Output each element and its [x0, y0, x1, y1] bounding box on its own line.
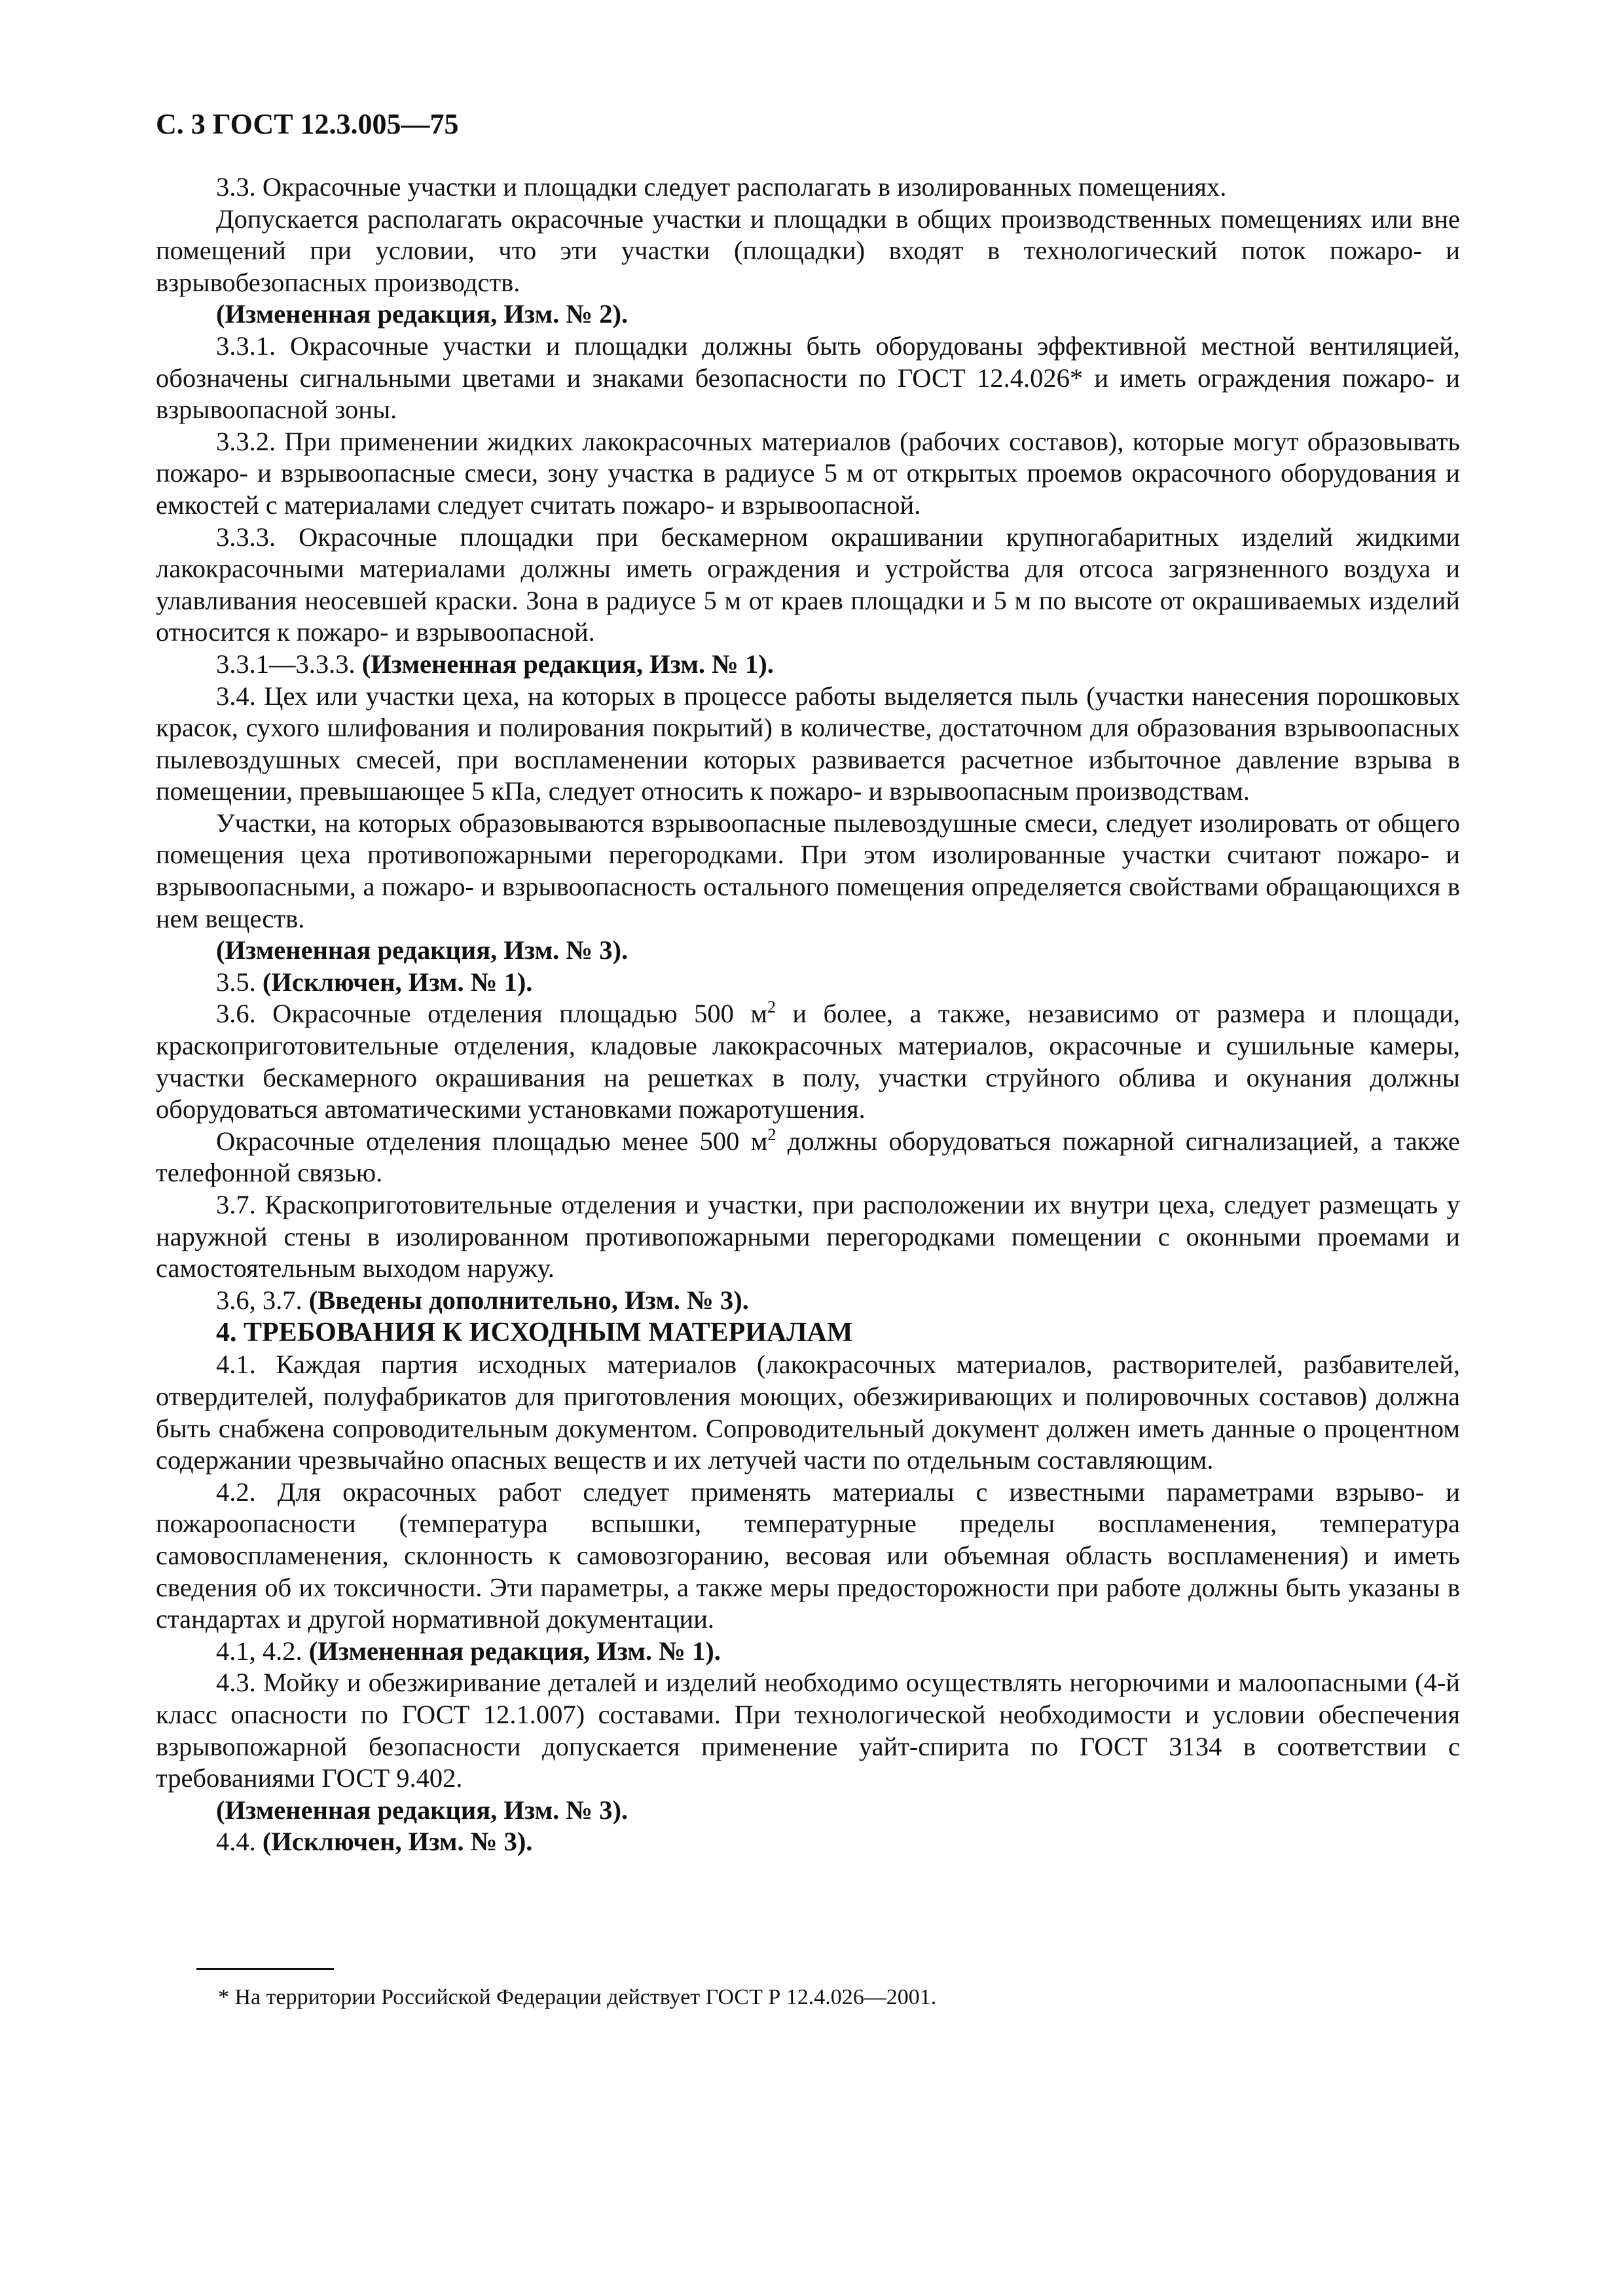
paragraph-3-5: [156, 967, 1460, 999]
amendment-text: (Измененная редакция, Изм. № 3).: [216, 935, 629, 965]
superscript: 2: [767, 1124, 776, 1144]
amendment-prefix: 3.3.1—3.3.3.: [216, 649, 356, 679]
amendment-prefix: 4.1, 4.2.: [216, 1636, 302, 1666]
paragraph-3-3-continued: Допускается располагать окрасочные участки и площадки в общих производственных помещениях или вне помещений при условии, что эти участки (площадки) входят в технологический поток пожаро- и взрывобезопасных производств.: [156, 204, 1460, 297]
superscript: 2: [767, 997, 776, 1017]
amendment-text: (Измененная редакция, Изм. № 3).: [216, 1795, 629, 1825]
amendment-text: (Измененная редакция, Изм. № 2).: [216, 299, 629, 329]
paragraph-3-3: 3.3. Окрасочные участки и площадки следует располагать в изолированных помещениях.: [216, 172, 1227, 202]
paragraph-4-4: [156, 1826, 1460, 1858]
footnote: * На территории Российской Федерации действует ГОСТ Р 12.4.026—2001.: [218, 1985, 937, 2009]
paragraph-3-3-1: 3.3.1. Окрасочные участки и площадки должны быть оборудованы эффективной местной вентиляцией, обозначены сигнальными цветами и знаками безопасности по ГОСТ 12.4.026* и иметь ограждения пожаро- и взрывоопасной зоны.: [156, 331, 1460, 425]
footnote-divider: [196, 1968, 334, 1970]
amendment-note: [156, 298, 1460, 331]
amendment-note: [156, 1795, 1460, 1827]
amendment-text: (Исключен, Изм. № 1).: [262, 967, 533, 997]
paragraph-3-7: 3.7. Краскоприготовительные отделения и участки, при расположении их внутри цеха, следует размещать у наружной стены в изолированном противопожарными перегородками помещении с оконными проемами и самостоятельным выходом наружу.: [156, 1190, 1460, 1283]
amendment-note: [156, 935, 1460, 967]
paragraph-number: 4.4.: [216, 1827, 256, 1857]
amendment-note: [156, 649, 1460, 681]
section-4-title: 4. ТРЕБОВАНИЯ К ИСХОДНЫМ МАТЕРИАЛАМ: [216, 1318, 853, 1348]
document-body: [156, 171, 1460, 1858]
paragraph-4-3: 4.3. Мойку и обезжиривание деталей и изделий необходимо осуществлять негорючими и малоопасными (4-й класс опасности по ГОСТ 12.1.007) составами. При технологической необходимости и условии обеспечения взрывопожарной безопасности допускается применение уайт-спирита по ГОСТ 3134 в соответствии с требованиями ГОСТ 9.402.: [156, 1668, 1460, 1793]
amendment-note: [156, 1285, 1460, 1317]
paragraph-3-6: [156, 998, 1460, 1125]
page-header: С. 3 ГОСТ 12.3.005—75: [156, 108, 459, 140]
paragraph-3-4-continued: Участки, на которых образовываются взрывоопасные пылевоздушные смеси, следует изолировать от общего помещения цеха противопожарными перегородками. При этом изолированные участки считают пожаро- и взрывоопасными, а пожаро- и взрывоопасность остального помещения определяется свойствами обращающихся в нем веществ.: [156, 808, 1460, 933]
paragraph-4-1: 4.1. Каждая партия исходных материалов (лакокрасочных материалов, растворителей, разбавителей, отвердителей, полуфабрикатов для приготовления моющих, обезжиривающих и полировочных составов) должна быть снабжена сопроводительным документом. Сопроводительный документ должен иметь данные о процентном содержании чрезвычайно опасных веществ и их летучей части по отдельным составляющим.: [156, 1350, 1460, 1475]
paragraph-3-4: 3.4. Цех или участки цеха, на которых в процессе работы выделяется пыль (участки нанесения порошковых красок, сухого шлифования и полирования покрытий) в количестве, достаточном для образования взрывоопасных пылевоздушных смесей, при воспламенении которых развивается расчетное избыточное давление взрыва в помещении, превышающее 5 кПа, следует относить к пожаро- и взрывоопасным производствам.: [156, 681, 1460, 806]
amendment-text: (Введены дополнительно, Изм. № 3).: [308, 1285, 749, 1315]
paragraph-3-3-2: 3.3.2. При применении жидких лакокрасочных материалов (рабочих составов), которые могут образовывать пожаро- и взрывоопасные смеси, зону участка в радиусе 5 м от открытых проемов окрасочного оборудования и емкостей с материалами следует считать пожаро- и взрывоопасной.: [156, 426, 1460, 520]
amendment-note: [156, 1636, 1460, 1668]
paragraph-text: 3.6. Окрасочные отделения площадью 500 м: [216, 999, 767, 1029]
paragraph-text: должны оборудоваться пожарной сигнализацией, а также телефонной связью.: [156, 1126, 1460, 1188]
paragraph-3-6-continued: [156, 1126, 1460, 1189]
amendment-text: (Исключен, Изм. № 3).: [262, 1827, 533, 1857]
paragraph-3-3-3: 3.3.3. Окрасочные площадки при бескамерном окрашивании крупногабаритных изделий жидкими лакокрасочными материалами должны иметь ограждения и устройства для отсоса загрязненного воздуха и улавливания неосевшей краски. Зона в радиусе 5 м от краев площадки и 5 м по высоте от окрашиваемых изделий относится к пожаро- и взрывоопасной.: [156, 522, 1460, 647]
amendment-text: (Измененная редакция, Изм. № 1).: [361, 649, 774, 679]
amendment-prefix: 3.6, 3.7.: [216, 1285, 302, 1315]
paragraph-text: Окрасочные отделения площадью менее 500 м: [216, 1126, 768, 1156]
paragraph-text: и более, а также, независимо от размера и площади, краскоприготовительные отделения, кладовые лакокрасочных материалов, окрасочные и сушильные камеры, участки бескамерного окрашивания на решетках в полу, участки струйного облива и окунания должны оборудоваться автоматическими установками пожаротушения.: [156, 999, 1460, 1124]
paragraph-number: 3.5.: [216, 967, 256, 997]
amendment-text: (Измененная редакция, Изм. № 1).: [308, 1636, 721, 1666]
paragraph-4-2: 4.2. Для окрасочных работ следует применять материалы с известными параметрами взрыво- и пожароопасности (температура вспышки, температурные пределы воспламенения, температура самовоспламенения, склонность к самовозгоранию, весовая или объемная область воспламенения) и иметь сведения об их токсичности. Эти параметры, а также меры предосторожности при работе должны быть указаны в стандартах и другой нормативной документации.: [156, 1477, 1460, 1634]
